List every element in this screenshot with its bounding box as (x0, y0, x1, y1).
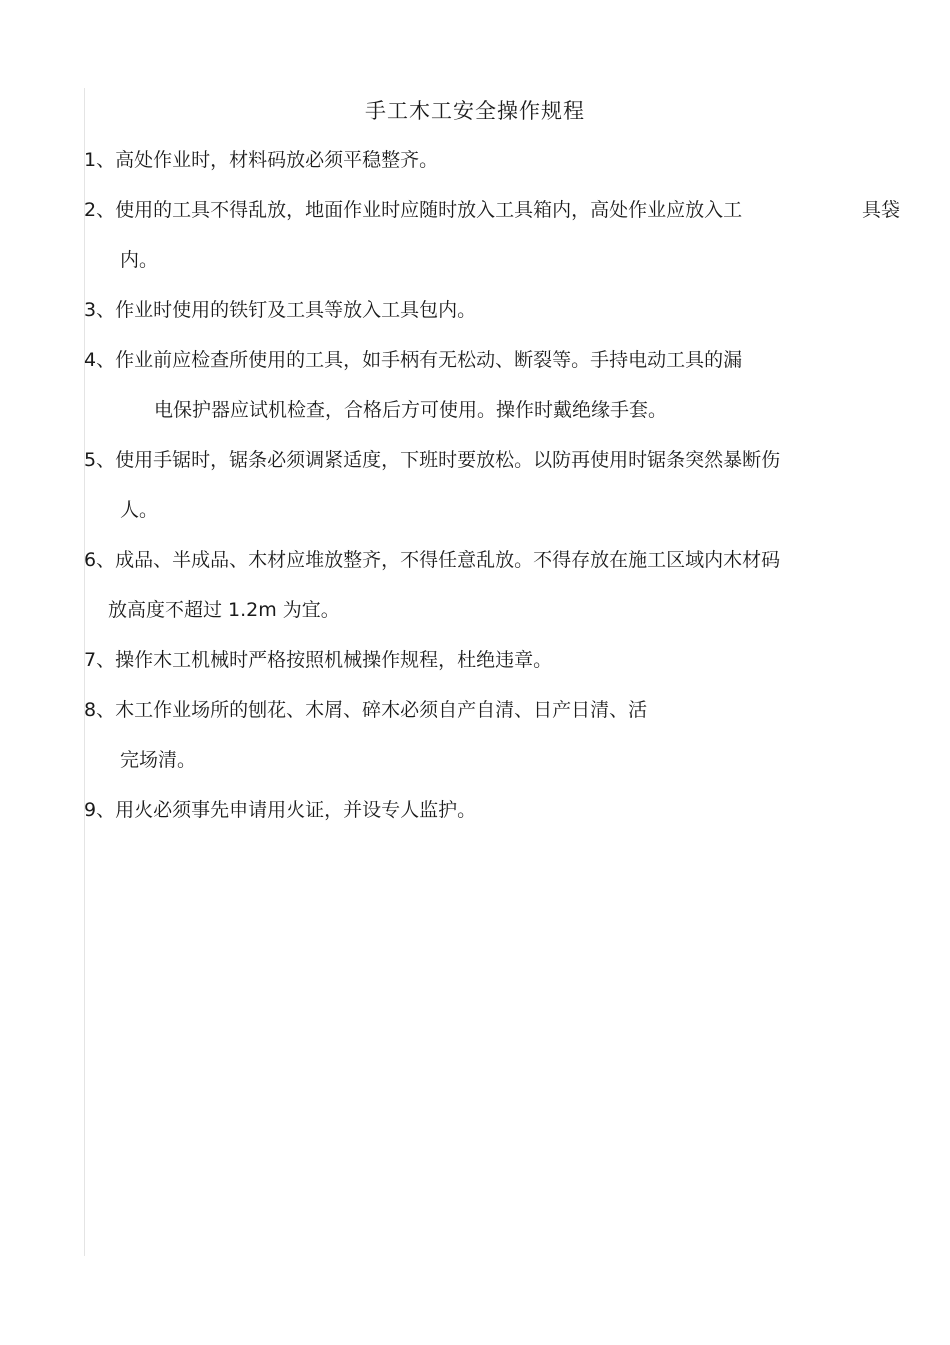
rule-6-line-1: 6、成品、半成品、木材应堆放整齐，不得任意乱放。不得存放在施工区域内木材码 (84, 549, 781, 571)
rule-5-line-1: 5、使用手锯时，锯条必须调紧适度，下班时要放松。以防再使用时锯条突然暴断伤 (84, 449, 781, 471)
document-title: 手工木工安全操作规程 (365, 99, 585, 123)
rule-2-line-1: 2、使用的工具不得乱放，地面作业时应随时放入工具箱内，高处作业应放入工 (84, 199, 743, 221)
rule-6-line-2: 放高度不超过 1.2m 为宜。 (108, 599, 340, 621)
rule-7-line-1: 7、操作木工机械时严格按照机械操作规程，杜绝违章。 (84, 649, 553, 671)
rule-5-line-2: 人。 (120, 499, 159, 521)
rule-3-line-1: 3、作业时使用的铁钉及工具等放入工具包内。 (84, 299, 477, 321)
rule-1-line-1: 1、高处作业时，材料码放必须平稳整齐。 (84, 149, 439, 171)
rule-4-line-1: 4、作业前应检查所使用的工具，如手柄有无松动、断裂等。手持电动工具的漏 (84, 349, 743, 371)
rule-9-line-1: 9、用火必须事先申请用火证，并设专人监护。 (84, 799, 477, 821)
rule-2-line-1-tail: 具袋 (862, 199, 901, 221)
rule-8-line-2: 完场清。 (120, 749, 197, 771)
rule-8-line-1: 8、木工作业场所的刨花、木屑、碎木必须自产自清、日产日清、活 (84, 699, 648, 721)
rule-2-line-2: 内。 (120, 249, 159, 271)
rule-4-line-2: 电保护器应试机检查，合格后方可使用。操作时戴绝缘手套。 (154, 399, 668, 421)
